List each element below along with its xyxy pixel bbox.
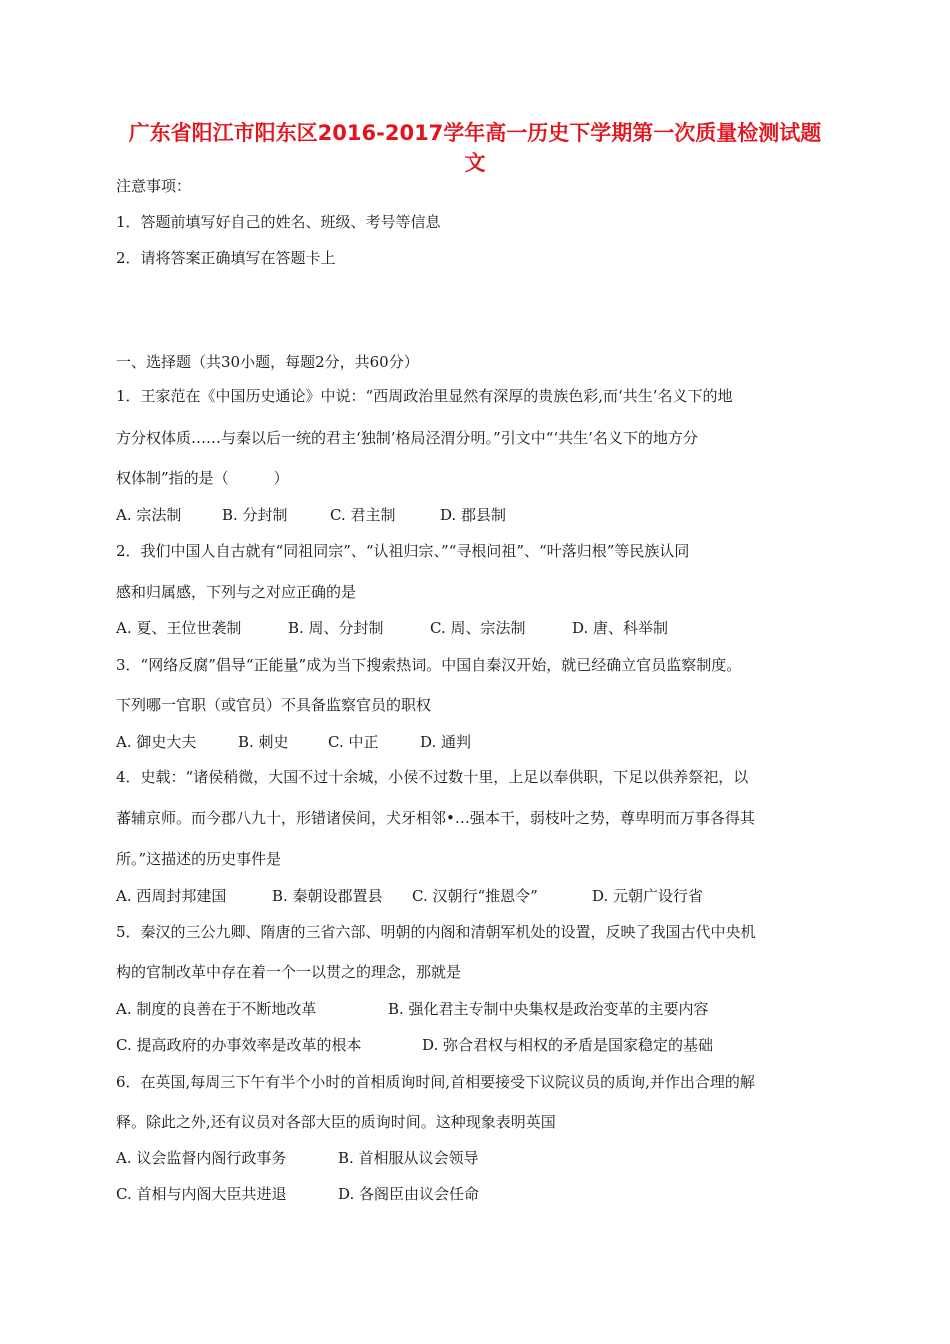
- question-options: [116, 999, 709, 1019]
- option-d: D. 郡县制: [440, 506, 507, 524]
- question-options: [116, 1035, 713, 1055]
- option-c: C. 提高政府的办事效率是改革的根本: [116, 1036, 362, 1054]
- option-b: B. 分封制: [222, 506, 288, 524]
- question-text-line: 4．史载：“诸侯稍微，大国不过十余城，小侯不过数十里，上足以奉供职，下足以供养祭祀，以: [116, 768, 749, 786]
- notice-item-2: 2．请将答案正确填写在答题卡上: [116, 249, 336, 267]
- question-text-line: 释。除此之外,还有议员对各部大臣的质询时间。这种现象表明英国: [116, 1113, 556, 1131]
- question-text-line: 3．“网络反腐”倡导“正能量”成为当下搜索热词。中国自秦汉开始，就已经确立官员监察制度。: [116, 656, 742, 674]
- question-text-line: 感和归属感，下列与之对应正确的是: [116, 583, 357, 601]
- question-text-line: 方分权体质……与秦以后一统的君主‘独制’格局泾渭分明。”引文中“‘共生’名义下的地方分: [116, 429, 698, 447]
- section-heading: 一、选择题（共30小题，每题2分，共60分）: [116, 353, 419, 371]
- option-b: B. 首相服从议会领导: [338, 1149, 479, 1167]
- option-c: C. 首相与内阁大臣共进退: [116, 1185, 287, 1203]
- option-a: A. 夏、王位世袭制: [116, 619, 242, 637]
- option-c: C. 周、宗法制: [430, 619, 526, 637]
- exam-title-line-1: 广东省阳江市阳东区2016-2017学年高一历史下学期第一次质量检测试题: [128, 121, 822, 145]
- option-a: A. 议会监督内阁行政事务: [116, 1149, 287, 1167]
- question-text-line: 所。”这描述的历史事件是: [116, 850, 282, 868]
- option-d: D. 通判: [420, 733, 472, 751]
- notice-item-1: 1．答题前填写好自己的姓名、班级、考号等信息: [116, 213, 441, 231]
- exam-title: [100, 118, 850, 178]
- notice-heading: 注意事项：: [116, 177, 192, 195]
- option-d: D. 元朝广设行省: [592, 887, 704, 905]
- exam-title-line-2: 文: [464, 151, 486, 175]
- option-d: D. 弥合君权与相权的矛盾是国家稳定的基础: [422, 1036, 714, 1054]
- question-text-line: 构的官制改革中存在着一个一以贯之的理念，那就是: [116, 963, 462, 981]
- question-options: [116, 886, 703, 906]
- option-b: B. 强化君主专制中央集权是政治变革的主要内容: [388, 1000, 709, 1018]
- question-options: [116, 732, 471, 752]
- question-text-line: 5．秦汉的三公九卿、隋唐的三省六部、明朝的内阁和清朝军机处的设置，反映了我国古代中央机: [116, 923, 756, 941]
- option-a: A. 制度的良善在于不断地改革: [116, 1000, 317, 1018]
- question-text-line: 6．在英国,每周三下午有半个小时的首相质询时间,首相要接受下议院议员的质询,并作出合理的解: [116, 1073, 755, 1091]
- option-a: A. 宗法制: [116, 506, 182, 524]
- question-text-line: 权体制”指的是（ ）: [116, 469, 289, 487]
- question-text-line: 1．王家范在《中国历史通论》中说：“西周政治里显然有深厚的贵族色彩,而‘共生’名义下的地: [116, 387, 733, 405]
- question-options: [116, 1184, 479, 1204]
- option-c: C. 君主制: [330, 506, 396, 524]
- option-c: C. 汉朝行“推恩令”: [412, 887, 538, 905]
- question-options: [116, 1148, 479, 1168]
- option-a: A. 西周封邦建国: [116, 887, 227, 905]
- option-b: B. 刺史: [238, 733, 289, 751]
- question-text-line: 2．我们中国人自古就有“同祖同宗”、“认祖归宗、”“寻根问祖”、“叶落归根”等民族认同: [116, 542, 690, 560]
- option-d: D. 唐、科举制: [572, 619, 669, 637]
- question-options: [116, 505, 506, 525]
- option-c: C. 中正: [328, 733, 379, 751]
- question-text-line: 下列哪一官职（或官员）不具备监察官员的职权: [116, 696, 432, 714]
- question-options: [116, 618, 668, 638]
- option-b: B. 周、分封制: [288, 619, 384, 637]
- option-d: D. 各阁臣由议会任命: [338, 1185, 480, 1203]
- option-a: A. 御史大夫: [116, 733, 197, 751]
- option-b: B. 秦朝设郡置县: [272, 887, 383, 905]
- question-text-line: 蕃辅京师。而今郡八九十，形错诸侯间，犬牙相邻•…强本干，弱枝叶之势，尊卑明而万事各得其: [116, 809, 755, 827]
